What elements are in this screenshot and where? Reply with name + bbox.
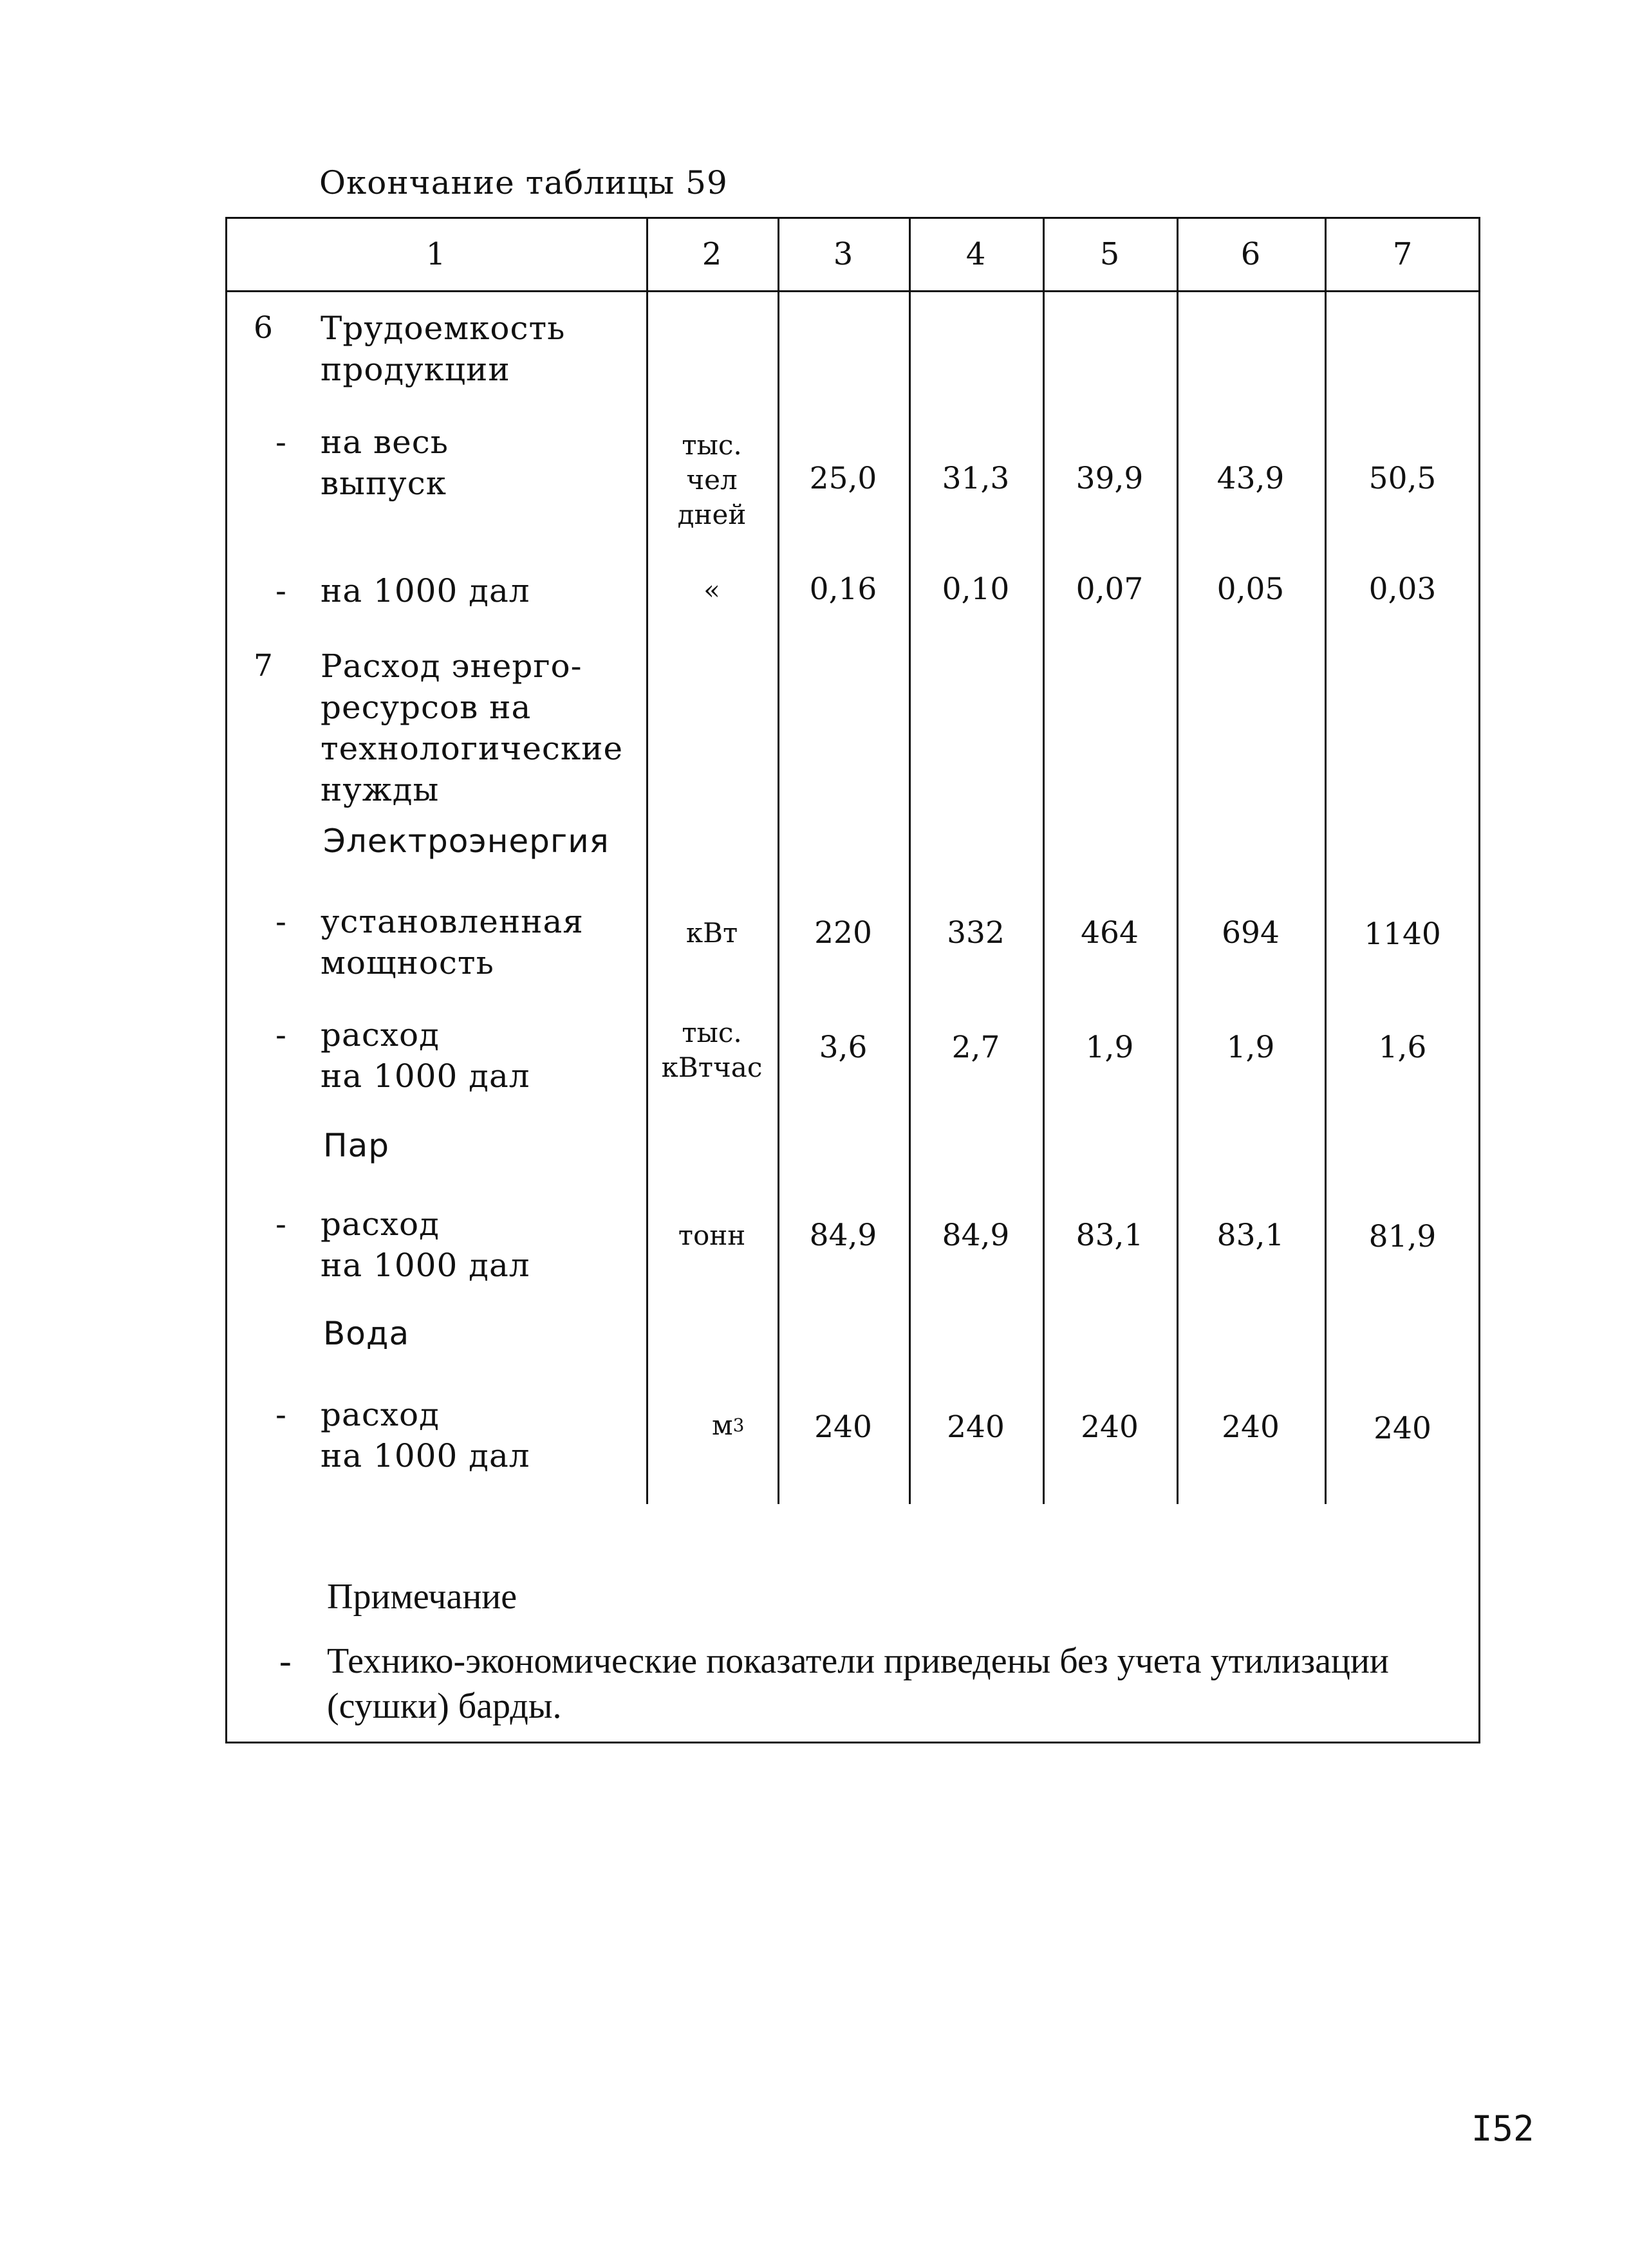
header-cell: 6 xyxy=(1240,236,1261,272)
header-cell: 4 xyxy=(965,236,986,272)
section-label: Электроэнергия xyxy=(323,823,610,860)
row-label: на весь xyxy=(321,423,449,461)
header-cell: 1 xyxy=(425,236,446,272)
row-number: 7 xyxy=(254,648,274,683)
column-divider xyxy=(1177,217,1179,1504)
unit-line: м xyxy=(712,1409,733,1441)
row-label: расход xyxy=(321,1205,440,1243)
table-caption: Окончание таблицы 59 xyxy=(319,164,728,201)
row-dash: - xyxy=(275,423,287,461)
column-divider xyxy=(1043,217,1045,1504)
header-divider xyxy=(225,290,1480,292)
header-cell: 7 xyxy=(1392,236,1413,272)
row-dash: - xyxy=(275,903,287,940)
row-dash: - xyxy=(275,1396,287,1433)
row-label: расход xyxy=(321,1016,440,1054)
column-divider xyxy=(909,217,911,1504)
row-label: Трудоемкость xyxy=(321,310,566,347)
unit-line: тыс. xyxy=(682,1017,742,1048)
header-cell: 3 xyxy=(833,236,853,272)
unit-line: дней xyxy=(677,499,747,530)
row-label: установленная xyxy=(321,903,584,940)
page-number: I52 xyxy=(1471,2108,1534,2149)
unit-line: чел xyxy=(686,464,738,496)
row-label: мощность xyxy=(321,944,494,981)
row-dash: - xyxy=(275,572,287,609)
section-label: Пар xyxy=(323,1127,389,1164)
row-label: на 1000 дал xyxy=(321,572,530,609)
row-label: на 1000 дал xyxy=(321,1247,530,1284)
row-label: на 1000 дал xyxy=(321,1057,530,1095)
column-divider xyxy=(1325,217,1327,1504)
column-divider xyxy=(778,217,779,1504)
row-label: выпуск xyxy=(321,465,447,502)
note-line: Технико-экономические показатели приведены без учета утилизации xyxy=(327,1641,1389,1681)
row-label: продукции xyxy=(321,351,510,388)
row-label: технологические xyxy=(321,730,624,767)
row-label: Расход энерго- xyxy=(321,647,582,685)
note-line: (сушки) барды. xyxy=(327,1686,562,1726)
section-label: Вода xyxy=(323,1315,410,1352)
row-label: ресурсов на xyxy=(321,689,532,726)
header-cell: 2 xyxy=(702,236,722,272)
unit-line: « xyxy=(704,574,720,606)
row-label: расход xyxy=(321,1396,440,1433)
unit-line: тыс. xyxy=(682,429,742,461)
header-cell: 5 xyxy=(1099,236,1120,272)
row-label: нужды xyxy=(321,771,440,808)
unit-line: кВтчас xyxy=(661,1052,763,1083)
unit-line: кВт xyxy=(685,917,738,949)
row-label: на 1000 дал xyxy=(321,1437,530,1474)
unit-superscript: 3 xyxy=(732,1415,745,1436)
unit-line: тонн xyxy=(678,1220,746,1251)
row-dash: - xyxy=(275,1016,287,1054)
row-dash: - xyxy=(275,1205,287,1243)
row-number: 6 xyxy=(254,310,274,346)
column-divider xyxy=(646,217,648,1504)
note-title: Примечание xyxy=(327,1577,517,1617)
note-dash: - xyxy=(279,1641,292,1681)
